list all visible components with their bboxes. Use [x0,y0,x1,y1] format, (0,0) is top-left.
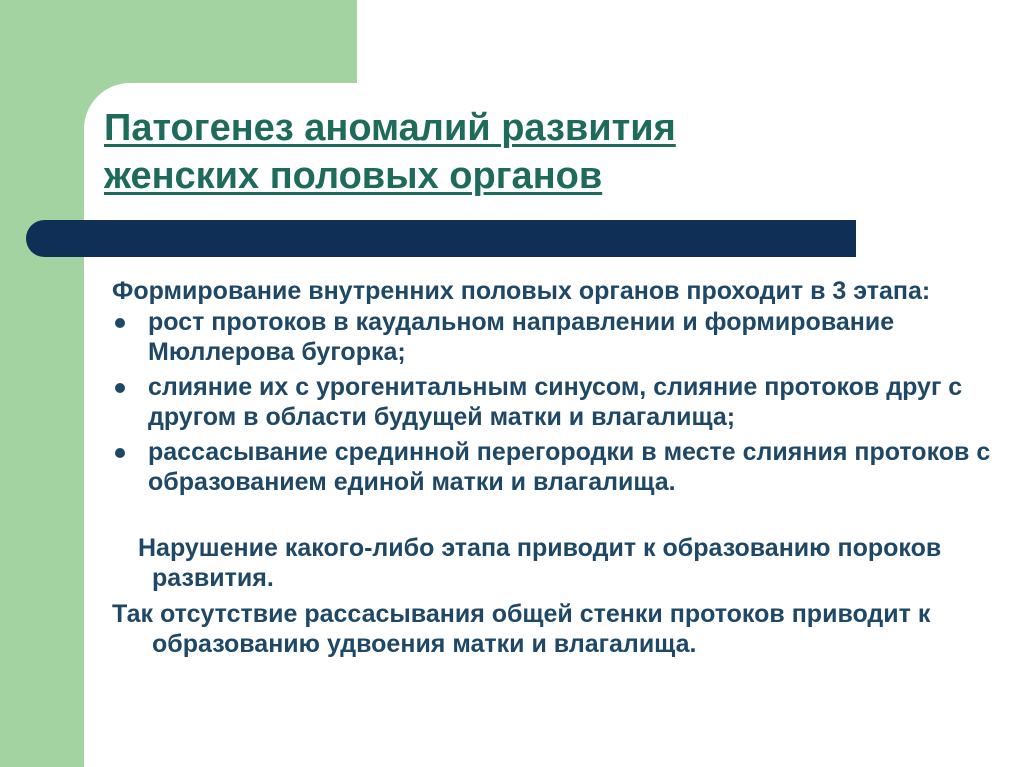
stage-list [112,307,992,497]
slide-body [112,276,992,659]
bullet-dot-icon [115,448,125,458]
list-item-text: слияние их с урогенитальным синусом, слияние протоков друг с другом в области будущей матки и влагалища; [148,373,963,431]
title-line-2: женских половых органов [104,155,603,197]
title-line-1: Патогенез аномалий развития [104,107,676,149]
list-item [112,307,992,367]
note-example: Так отсутствие рассасывания общей стенки протоков приводит к образованию удвоения матки и влагалища. [112,600,931,658]
list-item [112,372,992,432]
list-item-text: рост протоков в каудальном направлении и формирование Мюллерова бугорка; [148,308,895,366]
note-disruption: Нарушение какого-либо этапа приводит к образованию пороков развития. [138,534,942,592]
title-divider-bar [26,220,856,257]
intro-text: Формирование внутренних половых органов проходит в 3 этапа: [112,277,931,305]
list-item-text: рассасывание срединной перегородки в месте слияния протоков с образованием единой матки и влагалища. [148,438,991,496]
slide-title [104,104,984,200]
bullet-dot-icon [115,383,125,393]
bullet-dot-icon [115,318,125,328]
list-item [112,437,992,497]
